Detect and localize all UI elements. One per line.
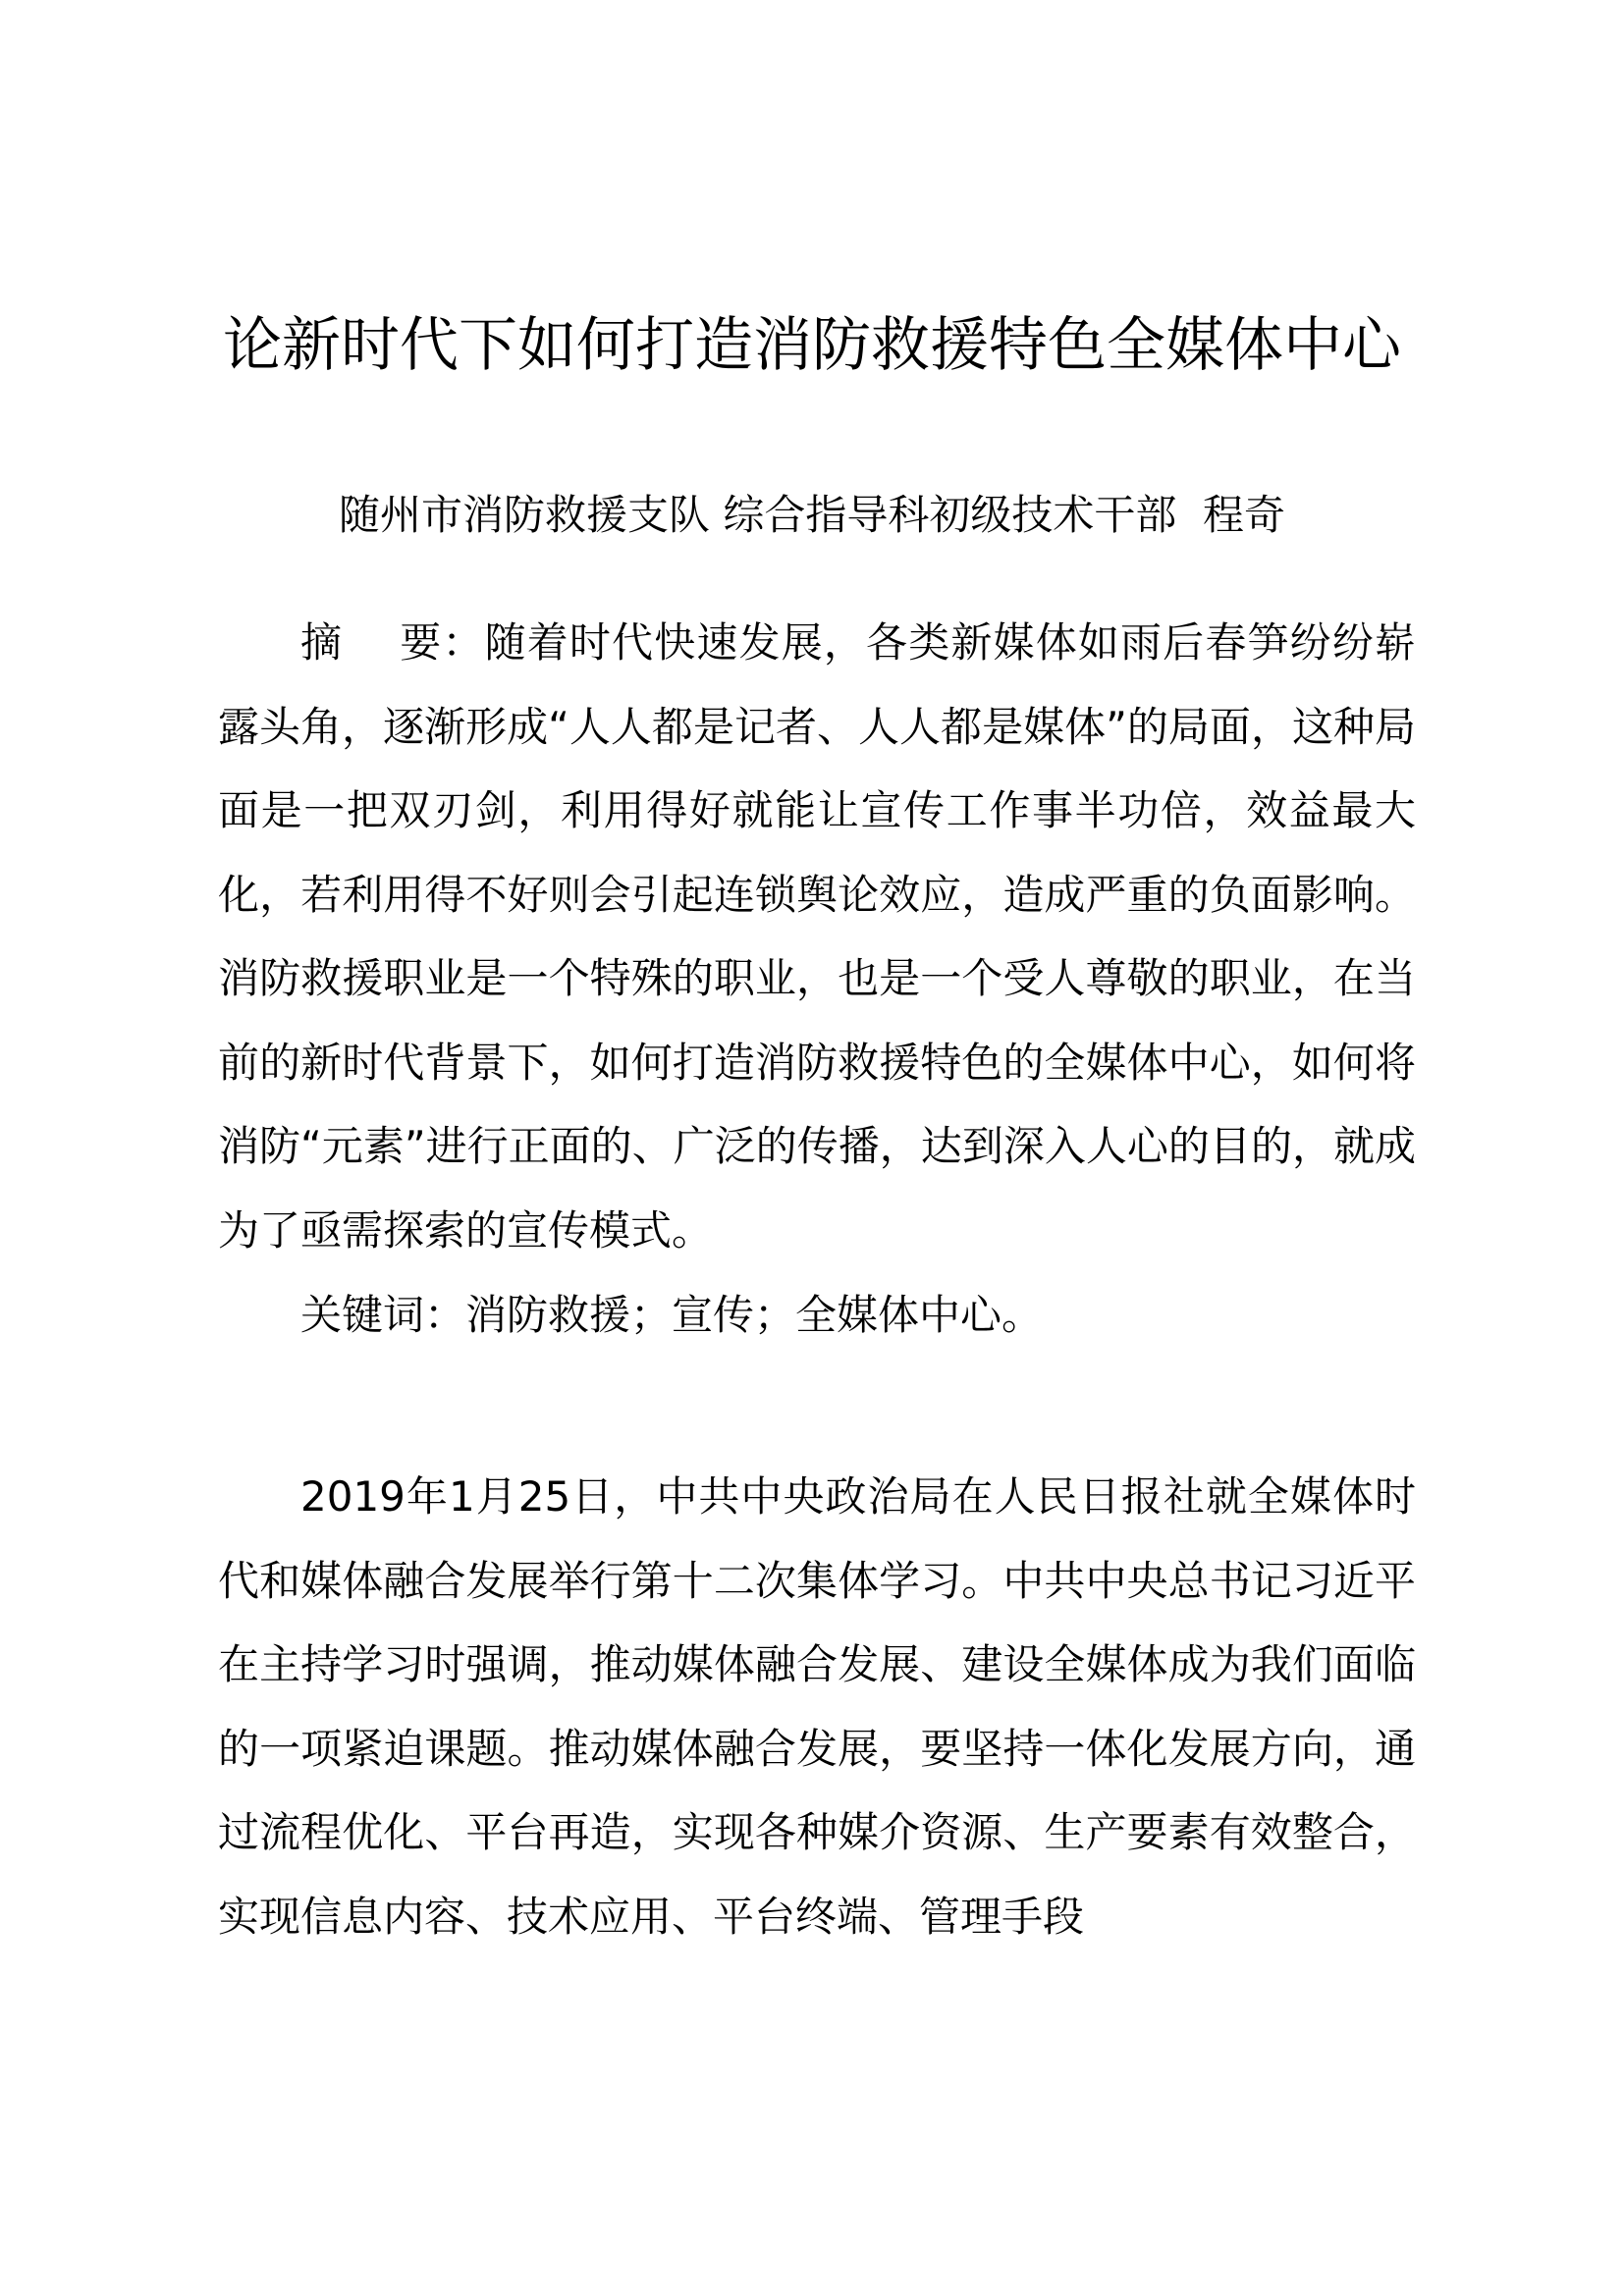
keywords-text: 消防救援；宣传；全媒体中心。 (465, 1291, 1044, 1339)
document-title: 论新时代下如何打造消防救援特色全媒体中心 (223, 311, 1401, 380)
abstract-text: 随着时代快速发展，各类新媒体如雨后春笋纷纷崭露头角，逐渐形成“人人都是记者、人人都是媒体”的局面，这种局面是一把双刃剑，利用得好就能让宣传工作事半功倍，效益最大化，若利用得不好则会引起连锁舆论效应，造成严重的负面影响。消防救援职业是一个特殊的职业，也是一个受人尊敬的职业，在当前的新时代背景下，如何打造消防救援特色的全媒体中心，如何将消防“元素”进行正面的、广泛的传播，达到深入人心的目的，就成为了亟需探索的宣传模式。 (218, 618, 1416, 1255)
abstract-label: 摘 要： (300, 618, 485, 667)
body-paragraph: 2019年1月25日，中共中央政治局在人民日报社就全媒体时代和媒体融合发展举行第十二次集体学习。中共中央总书记习近平在主持学习时强调，推动媒体融合发展、建设全媒体成为我们面临的一项紧迫课题。推动媒体融合发展，要坚持一体化发展方向，通过流程优化、平台再造，实现各种媒介资源、生产要素有效整合，实现信息内容、技术应用、平台终端、管理手段 (218, 1472, 1416, 1941)
keywords-label: 关键词： (300, 1291, 466, 1339)
keywords-paragraph (218, 1273, 1416, 1358)
abstract-paragraph (218, 601, 1416, 1272)
author-byline: 随州市消防救援支队 综合指导科初级技术干部 程奇 (338, 491, 1286, 539)
